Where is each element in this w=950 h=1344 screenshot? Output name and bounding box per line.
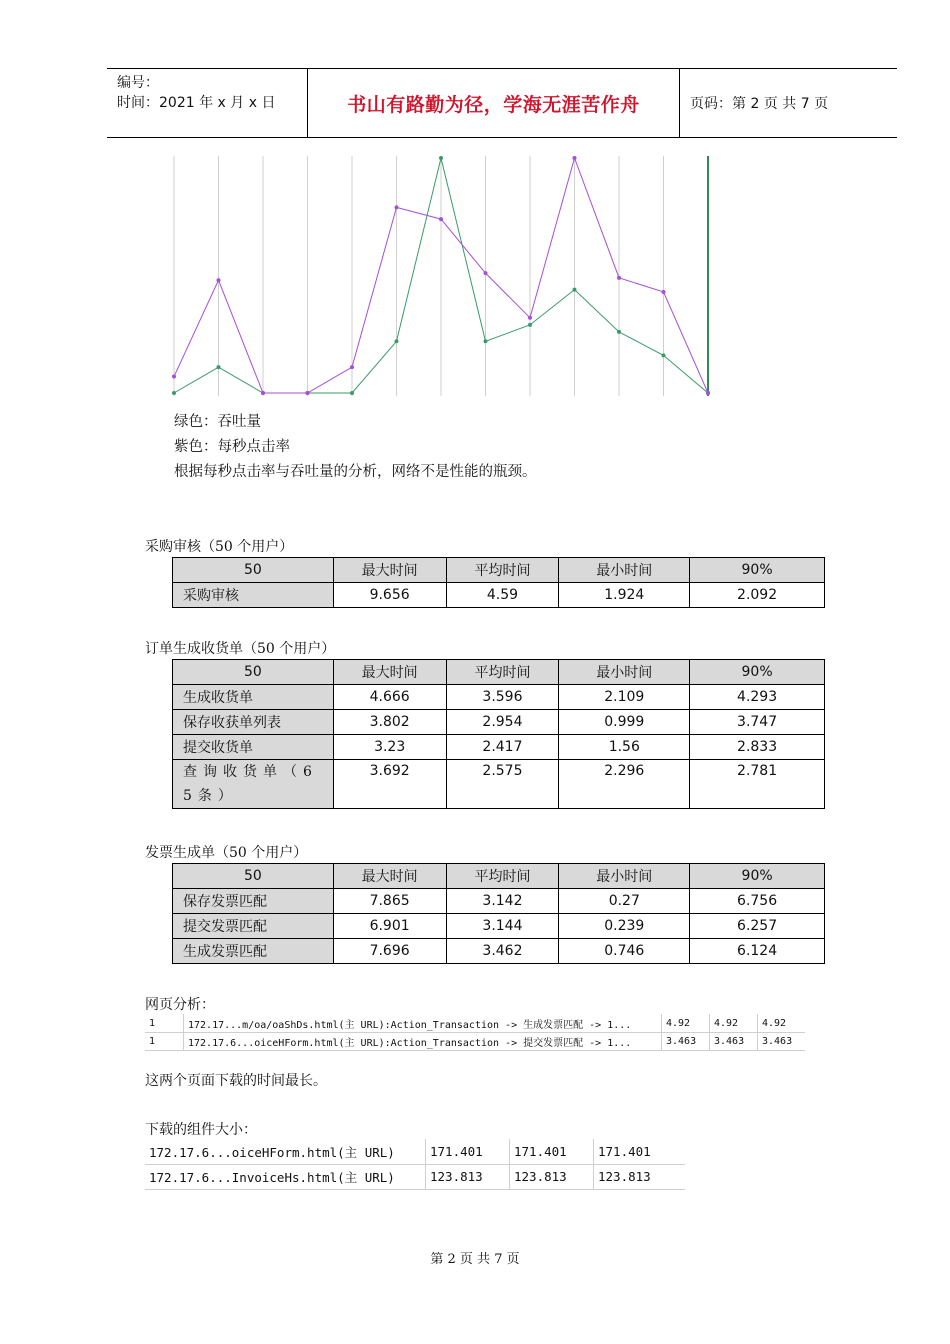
row-label: 查询收货单（65条） — [173, 760, 334, 809]
column-header: 50 — [173, 660, 334, 685]
table-cell: 3.23 — [333, 735, 446, 760]
series-0-point — [573, 288, 577, 292]
table-cell: 2.092 — [690, 583, 825, 608]
table-cell: 9.656 — [333, 583, 446, 608]
series-1-point — [484, 271, 488, 275]
column-header: 最小时间 — [559, 864, 690, 889]
column-header: 平均时间 — [446, 660, 559, 685]
series-0-point — [528, 323, 532, 327]
table-cell: 2.954 — [446, 710, 559, 735]
analysis-conclusion: 根据每秒点击率与吞吐量的分析，网络不是性能的瓶颈。 — [174, 464, 537, 480]
list-cell: 171.401 — [509, 1139, 593, 1164]
table-row — [173, 760, 825, 809]
column-header: 最小时间 — [559, 558, 690, 583]
motto-text: 书山有路勤为径，学海无涯苦作舟 — [347, 93, 640, 116]
table-title-receipt: 订单生成收货单（50 个用户） — [145, 641, 336, 657]
throughput-hits-chart — [160, 156, 720, 396]
table-cell: 6.756 — [690, 889, 825, 914]
table-header-row — [173, 864, 825, 889]
column-header: 平均时间 — [446, 558, 559, 583]
table-cell: 3.462 — [446, 939, 559, 964]
column-header: 最大时间 — [333, 558, 446, 583]
table-cell: 3.692 — [333, 760, 446, 809]
document-number-label: 编号： — [117, 75, 159, 91]
table-cell: 6.257 — [690, 914, 825, 939]
row-label: 保存发票匹配 — [173, 889, 334, 914]
table-cell: 4.666 — [333, 685, 446, 710]
column-header: 90% — [690, 558, 825, 583]
legend-purple-text: 紫色：每秒点击率 — [174, 439, 290, 455]
table-cell: 4.59 — [446, 583, 559, 608]
list-cell: 1 — [149, 1035, 156, 1047]
series-0-point — [217, 365, 221, 369]
row-label: 采购审核 — [173, 583, 334, 608]
table-cell: 6.901 — [333, 914, 446, 939]
list-cell: 171.401 — [593, 1139, 685, 1164]
table-title-purchase-review: 采购审核（50 个用户） — [145, 539, 294, 555]
table-row — [173, 914, 825, 939]
table-cell: 2.781 — [690, 760, 825, 809]
row-label: 保存收获单列表 — [173, 710, 334, 735]
list-item — [145, 1014, 805, 1033]
table-row — [173, 583, 825, 608]
list-item — [145, 1032, 805, 1051]
table-cell: 2.833 — [690, 735, 825, 760]
table-cell: 2.417 — [446, 735, 559, 760]
column-header: 最大时间 — [333, 864, 446, 889]
table-cell: 7.865 — [333, 889, 446, 914]
table-cell: 1.924 — [559, 583, 690, 608]
list-cell: 4.92 — [709, 1014, 757, 1032]
series-1-point — [439, 217, 443, 221]
receipt-table — [172, 659, 825, 809]
web-analysis-title: 网页分析： — [145, 997, 215, 1013]
series-0-point — [662, 353, 666, 357]
list-cell: 171.401 — [425, 1139, 509, 1164]
list-cell: 3.463 — [661, 1032, 709, 1050]
column-header: 平均时间 — [446, 864, 559, 889]
table-header-row — [173, 558, 825, 583]
components-title: 下载的组件大小： — [145, 1122, 257, 1138]
web-analysis-screenshot — [145, 1014, 805, 1050]
list-item — [145, 1139, 685, 1165]
table-cell: 3.802 — [333, 710, 446, 735]
series-1-point — [217, 278, 221, 282]
column-header: 90% — [690, 864, 825, 889]
series-0-point — [395, 339, 399, 343]
list-item — [145, 1164, 685, 1190]
list-cell: 4.92 — [757, 1014, 805, 1032]
column-header: 最小时间 — [559, 660, 690, 685]
list-cell: 172.17.6...oiceHForm.html(主 URL) — [149, 1144, 395, 1160]
list-cell: 3.463 — [709, 1032, 757, 1050]
list-cell: 172.17...m/oa/oaShDs.html(主 URL):Action_Transaction -> 生成发票匹配 -> 1... — [183, 1014, 661, 1032]
table-header-row — [173, 660, 825, 685]
table-cell: 3.144 — [446, 914, 559, 939]
table-cell: 0.239 — [559, 914, 690, 939]
series-1-point — [706, 391, 710, 395]
table-title-invoice: 发票生成单（50 个用户） — [145, 845, 308, 861]
column-header: 50 — [173, 558, 334, 583]
list-cell: 4.92 — [661, 1014, 709, 1032]
table-cell: 0.999 — [559, 710, 690, 735]
series-0-point — [350, 391, 354, 395]
table-row — [173, 710, 825, 735]
header-page-info — [680, 69, 897, 137]
list-cell: 1 — [149, 1017, 156, 1029]
row-label: 提交发票匹配 — [173, 914, 334, 939]
list-cell: 123.813 — [509, 1164, 593, 1189]
list-cell: 3.463 — [757, 1032, 805, 1050]
series-0-point — [439, 156, 443, 160]
table-row — [173, 735, 825, 760]
row-label: 生成发票匹配 — [173, 939, 334, 964]
table-cell: 0.27 — [559, 889, 690, 914]
series-1-point — [573, 156, 577, 160]
list-cell: 123.813 — [593, 1164, 685, 1189]
table-cell: 0.746 — [559, 939, 690, 964]
web-analysis-note: 这两个页面下载的时间最长。 — [145, 1073, 327, 1089]
column-header: 最大时间 — [333, 660, 446, 685]
series-0-point — [617, 330, 621, 334]
table-cell: 3.596 — [446, 685, 559, 710]
list-cell: 123.813 — [425, 1164, 509, 1189]
series-1-point — [662, 290, 666, 294]
header-meta — [107, 69, 308, 137]
invoice-table — [172, 863, 825, 964]
document-time-label: 时间：2021 年 x 月 x 日 — [117, 95, 276, 111]
purchase-review-table — [172, 557, 825, 608]
table-cell: 2.296 — [559, 760, 690, 809]
series-0-point — [484, 339, 488, 343]
list-cell: 172.17.6...InvoiceHs.html(主 URL) — [149, 1169, 395, 1185]
table-row — [173, 939, 825, 964]
component-size-screenshot — [145, 1139, 685, 1189]
table-cell: 7.696 — [333, 939, 446, 964]
table-cell: 6.124 — [690, 939, 825, 964]
row-label: 生成收货单 — [173, 685, 334, 710]
series-1-point — [172, 375, 176, 379]
header-motto — [308, 69, 680, 137]
page-header — [107, 68, 897, 138]
table-cell: 1.56 — [559, 735, 690, 760]
table-cell: 4.293 — [690, 685, 825, 710]
table-row — [173, 685, 825, 710]
table-cell: 3.142 — [446, 889, 559, 914]
table-cell: 3.747 — [690, 710, 825, 735]
table-row — [173, 889, 825, 914]
list-cell: 172.17.6...oiceHForm.html(主 URL):Action_Transaction -> 提交发票匹配 -> 1... — [183, 1032, 661, 1050]
table-cell: 2.575 — [446, 760, 559, 809]
table-cell: 2.109 — [559, 685, 690, 710]
page-footer: 第 2 页 共 7 页 — [430, 1252, 520, 1267]
column-header: 50 — [173, 864, 334, 889]
legend-green-text: 绿色：吞吐量 — [174, 414, 261, 430]
series-1-point — [528, 316, 532, 320]
series-1-point — [306, 391, 310, 395]
series-1-point — [617, 276, 621, 280]
page-number-label: 页码：第 2 页 共 7 页 — [690, 96, 829, 112]
series-1-point — [261, 391, 265, 395]
series-1-point — [350, 365, 354, 369]
row-label: 提交收货单 — [173, 735, 334, 760]
column-header: 90% — [690, 660, 825, 685]
series-0-point — [172, 391, 176, 395]
series-1-point — [395, 205, 399, 209]
